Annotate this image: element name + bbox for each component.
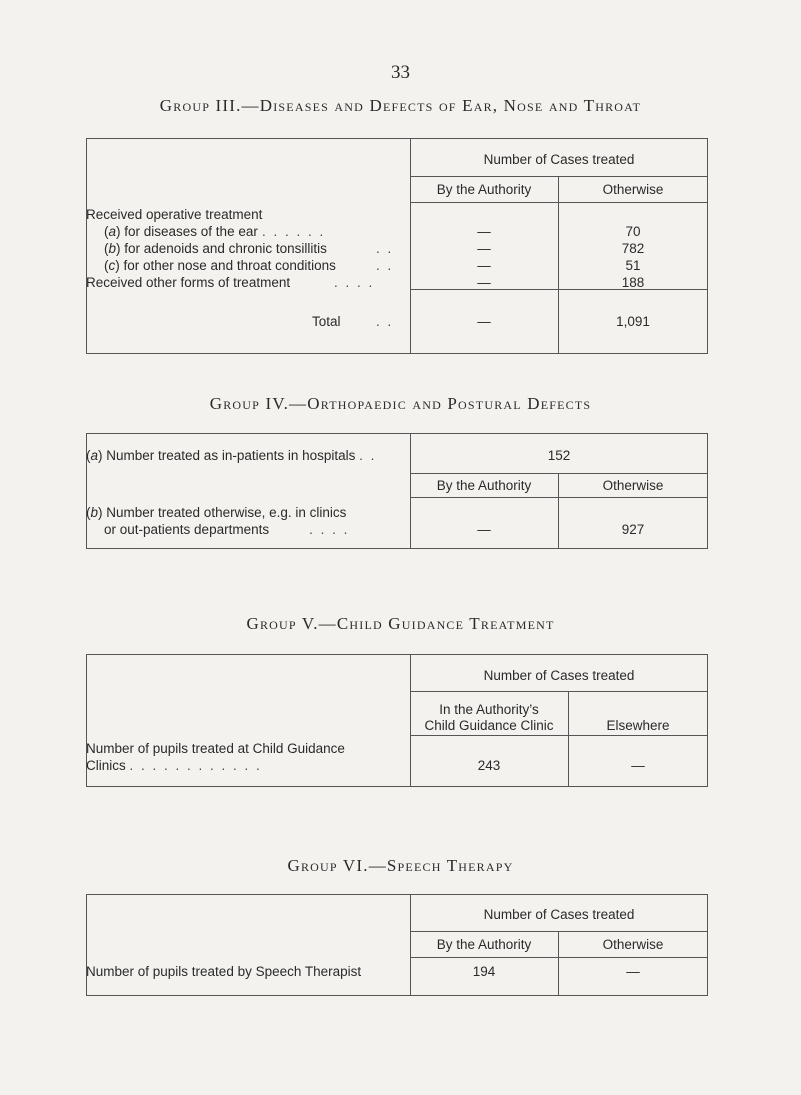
group5-title: Group V.—Child Guidance Treatment bbox=[246, 614, 555, 633]
table-rule bbox=[410, 735, 708, 736]
group4-col-authority: By the Authority bbox=[436, 478, 532, 493]
group4-table bbox=[86, 433, 708, 549]
group3-col-authority: By the Authority bbox=[436, 182, 532, 197]
label-text: ) Number treated as in-patients in hospitals bbox=[98, 448, 356, 463]
group4-row-b-otherwise: 927 bbox=[621, 522, 645, 537]
table-rule bbox=[86, 138, 87, 354]
group6-table bbox=[86, 894, 708, 996]
table-rule bbox=[410, 473, 708, 474]
group4-col-otherwise: Otherwise bbox=[602, 478, 664, 493]
group5-row-label-line2 bbox=[86, 758, 262, 774]
group3-row-c-authority: — bbox=[477, 258, 491, 273]
group3-title: Group III.—Diseases and Defects of Ear, Nose and Throat bbox=[159, 96, 642, 115]
group3-row-c-otherwise: 51 bbox=[625, 258, 641, 273]
group5-col-clinic-line2: Child Guidance Clinic bbox=[424, 718, 554, 733]
group4-row-b-label bbox=[86, 505, 346, 521]
group6-otherwise-value: — bbox=[626, 964, 640, 979]
group3-row-a bbox=[104, 224, 258, 240]
group3-other-otherwise: 188 bbox=[621, 275, 645, 290]
group6-col-authority: By the Authority bbox=[436, 937, 532, 952]
group6-header: Number of Cases treated bbox=[483, 907, 635, 922]
table-rule bbox=[86, 995, 708, 996]
label-prefix: ( bbox=[104, 224, 109, 239]
table-rule bbox=[86, 894, 708, 895]
group3-header: Number of Cases treated bbox=[483, 152, 635, 167]
label-text: or out-patients departments bbox=[104, 522, 270, 537]
group5-clinic-value: 243 bbox=[477, 758, 501, 773]
table-rule bbox=[410, 931, 708, 932]
table-rule bbox=[410, 957, 708, 958]
table-rule bbox=[410, 176, 708, 177]
leader-dots: . . . . . . bbox=[262, 224, 326, 239]
table-rule bbox=[86, 138, 708, 139]
table-rule bbox=[86, 786, 708, 787]
group3-other-label: Received other forms of treatment bbox=[86, 275, 291, 290]
group5-col-clinic-line1: In the Authority’s bbox=[439, 702, 539, 717]
group3-row-b bbox=[104, 241, 327, 257]
label-text: ) Number treated otherwise, e.g. in clinics bbox=[98, 505, 347, 520]
table-rule bbox=[86, 548, 708, 549]
group6-row-label: Number of pupils treated by Speech Therapist bbox=[86, 964, 362, 979]
group3-row-b-authority: — bbox=[477, 241, 491, 256]
label-text: ) for adenoids and chronic tonsillitis bbox=[116, 241, 327, 256]
group5-elsewhere-value: — bbox=[631, 758, 645, 773]
leader-dots: . . bbox=[376, 314, 394, 329]
group3-table bbox=[86, 138, 708, 354]
group4-row-a-value: 152 bbox=[547, 448, 571, 463]
table-rule bbox=[86, 894, 87, 996]
label-prefix: ( bbox=[86, 448, 91, 463]
group3-other-authority: — bbox=[477, 275, 491, 290]
group3-total-otherwise: 1,091 bbox=[616, 314, 650, 329]
table-rule bbox=[410, 497, 708, 498]
group3-row-b-otherwise: 782 bbox=[621, 241, 645, 256]
label-prefix: ( bbox=[104, 258, 109, 273]
table-rule bbox=[410, 691, 708, 692]
label-text: ) for diseases of the ear bbox=[116, 224, 258, 239]
leader-dots: . . . . bbox=[334, 275, 375, 290]
label-letter: a bbox=[108, 224, 117, 239]
label-text: Clinics bbox=[86, 758, 126, 773]
table-rule bbox=[86, 353, 708, 354]
leader-dots: . . bbox=[376, 258, 394, 273]
page-number: 33 bbox=[391, 62, 410, 83]
table-rule bbox=[410, 202, 708, 203]
group6-title: Group VI.—Speech Therapy bbox=[287, 856, 514, 875]
label-letter: c bbox=[108, 258, 116, 273]
label-prefix: ( bbox=[104, 241, 109, 256]
table-rule bbox=[86, 433, 708, 434]
leader-dots: . . bbox=[376, 241, 394, 256]
group4-row-b-authority: — bbox=[477, 522, 491, 537]
group4-row-b-label-line2 bbox=[104, 522, 349, 538]
group5-header: Number of Cases treated bbox=[483, 668, 635, 683]
group4-title: Group IV.—Orthopaedic and Postural Defects bbox=[209, 394, 592, 413]
leader-dots: . . . . bbox=[309, 522, 350, 537]
group3-row-a-otherwise: 70 bbox=[625, 224, 641, 239]
label-letter: b bbox=[108, 241, 117, 256]
group5-col-elsewhere: Elsewhere bbox=[606, 718, 670, 733]
group3-col-otherwise: Otherwise bbox=[602, 182, 664, 197]
label-letter: b bbox=[90, 505, 99, 520]
group3-received-label: Received operative treatment bbox=[86, 207, 263, 222]
group3-row-a-authority: — bbox=[477, 224, 491, 239]
group3-total-authority: — bbox=[477, 314, 491, 329]
group3-total-label: Total bbox=[312, 314, 341, 329]
label-letter: a bbox=[90, 448, 99, 463]
group3-row-c bbox=[104, 258, 336, 274]
group5-table bbox=[86, 654, 708, 787]
label-prefix: ( bbox=[86, 505, 91, 520]
leader-dots: . . . . . . . . . . . . bbox=[129, 758, 262, 773]
label-text: ) for other nose and throat conditions bbox=[115, 258, 336, 273]
group6-authority-value: 194 bbox=[472, 964, 496, 979]
group4-row-a-label bbox=[86, 448, 376, 464]
group6-col-otherwise: Otherwise bbox=[602, 937, 664, 952]
group5-row-label-line1: Number of pupils treated at Child Guidance bbox=[86, 741, 345, 756]
leader-dots: . . bbox=[359, 448, 377, 463]
table-rule bbox=[86, 654, 708, 655]
